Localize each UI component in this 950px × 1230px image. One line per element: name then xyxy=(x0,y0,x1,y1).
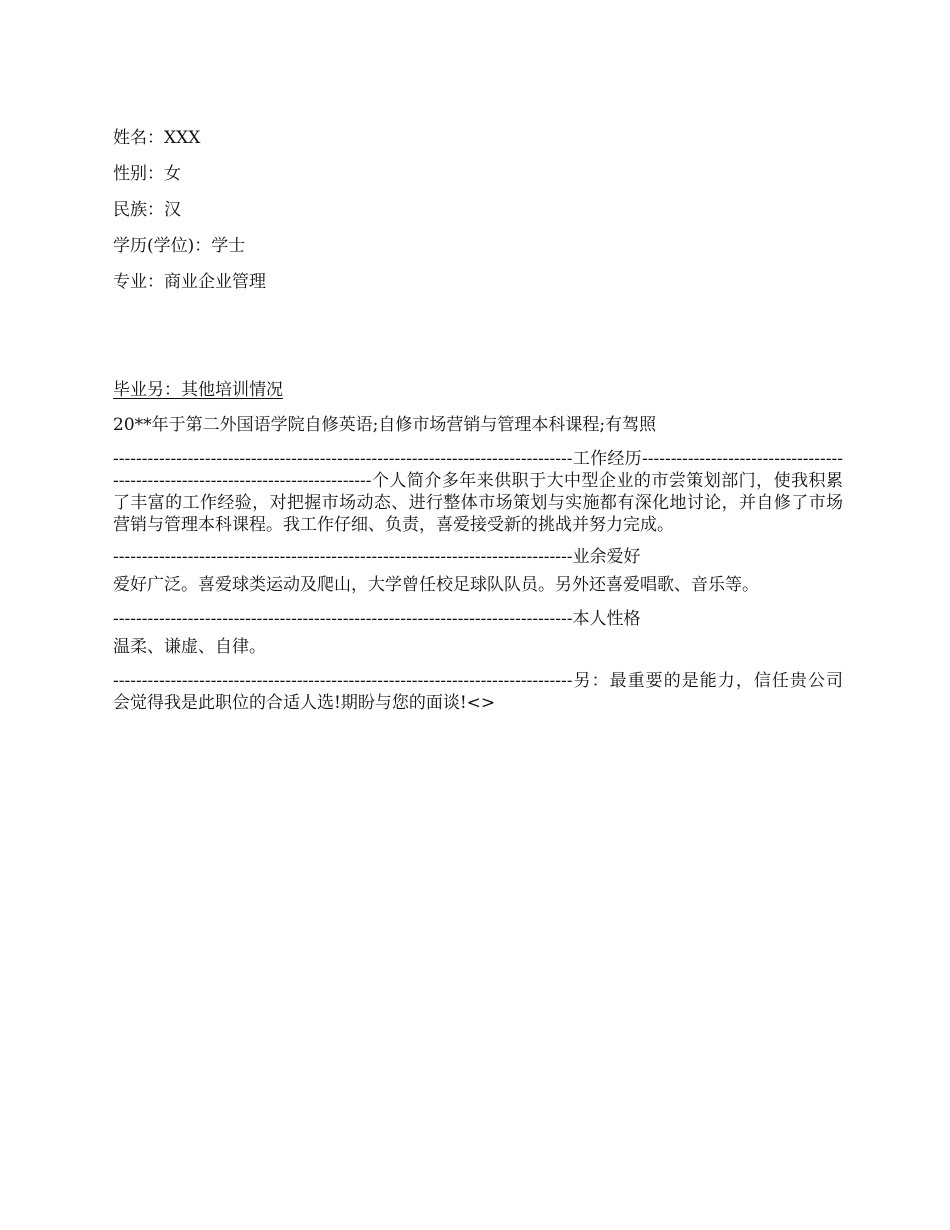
major-line: 专业：商业企业管理 xyxy=(113,272,266,292)
hobbies-divider xyxy=(113,546,843,568)
divider-dashes: -------------------------------------------------------------------------------- xyxy=(113,449,573,469)
name-line: 姓名：XXX xyxy=(113,128,201,148)
closing-section xyxy=(113,670,843,714)
ethnicity-line: 民族：汉 xyxy=(113,200,181,220)
personality-content: 温柔、谦虚、自律。 xyxy=(113,637,266,657)
resume-page xyxy=(113,120,843,714)
hobbies-label: 业余爱好 xyxy=(572,547,641,567)
personality-label: 本人性格 xyxy=(572,609,641,629)
personality-divider xyxy=(113,608,843,630)
work-content: 个人简介多年来供职于大中型企业的市尝策划部门，使我积累了丰富的工作经验，对把握市场动态、进行整体市场策划与实施都有深化地讨论，并自修了市场营销与管理本科课程。我工作仔细、负责，喜爱接受新的挑战并努力完成。 xyxy=(113,471,843,535)
gender-line: 性别：女 xyxy=(113,164,181,184)
divider-dashes: -------------------------------------------------------------------------------- xyxy=(113,609,573,629)
divider-dashes: -------------------------------------------------------------------------------- xyxy=(113,671,573,691)
work-label-part1: 工作经 xyxy=(572,449,625,469)
divider-dashes: -------------------------------------------------------------------------------- xyxy=(113,547,573,567)
hobbies-content: 爱好广泛。喜爱球类运动及爬山，大学曾任校足球队队员。另外还喜爱唱歌、音乐等。 xyxy=(113,575,759,595)
divider-dashes: -------------------------------------------------------------------------------- xyxy=(113,449,844,491)
work-experience-section xyxy=(113,448,843,536)
education-line: 学历(学位)：学士 xyxy=(113,236,246,256)
training-heading: 毕业另：其他培训情况 xyxy=(113,380,283,400)
closing-content: 另：最重要的是能力，信任贵公司会觉得我是此职位的合适人选!期盼与您的面谈!<> xyxy=(113,671,843,713)
blank-space xyxy=(113,300,843,372)
training-content: 20**年于第二外国语学院自修英语;自修市场营销与管理本科课程;有驾照 xyxy=(113,415,657,435)
work-label-part2: 历 xyxy=(624,449,642,469)
